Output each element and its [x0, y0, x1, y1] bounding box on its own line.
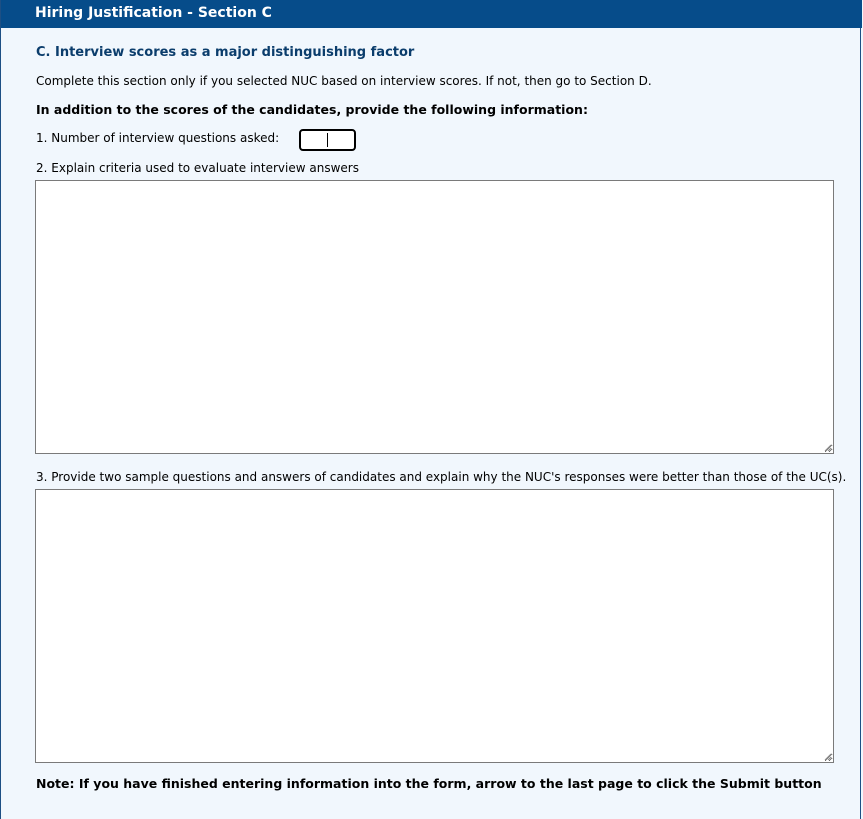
- question-2-label: 2. Explain criteria used to evaluate interview answers: [36, 161, 359, 175]
- title-bar: [1, 0, 862, 28]
- section-heading: C. Interview scores as a major distinguishing factor: [36, 45, 415, 60]
- sample-questions-textarea[interactable]: [35, 489, 834, 763]
- question-3-label: 3. Provide two sample questions and answers of candidates and explain why the NUC's responses were better than those of the UC(s).: [36, 470, 847, 484]
- text-cursor: [327, 133, 328, 147]
- resize-grip-icon[interactable]: [824, 753, 832, 761]
- resize-grip-icon[interactable]: [824, 444, 832, 452]
- submit-note: Note: If you have finished entering information into the form, arrow to the last page to click the Submit button: [36, 776, 822, 791]
- section-instructions: Complete this section only if you selected NUC based on interview scores. If not, then go to Section D.: [36, 74, 652, 88]
- evaluation-criteria-textarea[interactable]: [35, 180, 834, 454]
- page-title: Hiring Justification - Section C: [35, 5, 272, 21]
- question-1-label: 1. Number of interview questions asked:: [36, 131, 280, 145]
- section-intro: In addition to the scores of the candidates, provide the following information:: [36, 102, 588, 117]
